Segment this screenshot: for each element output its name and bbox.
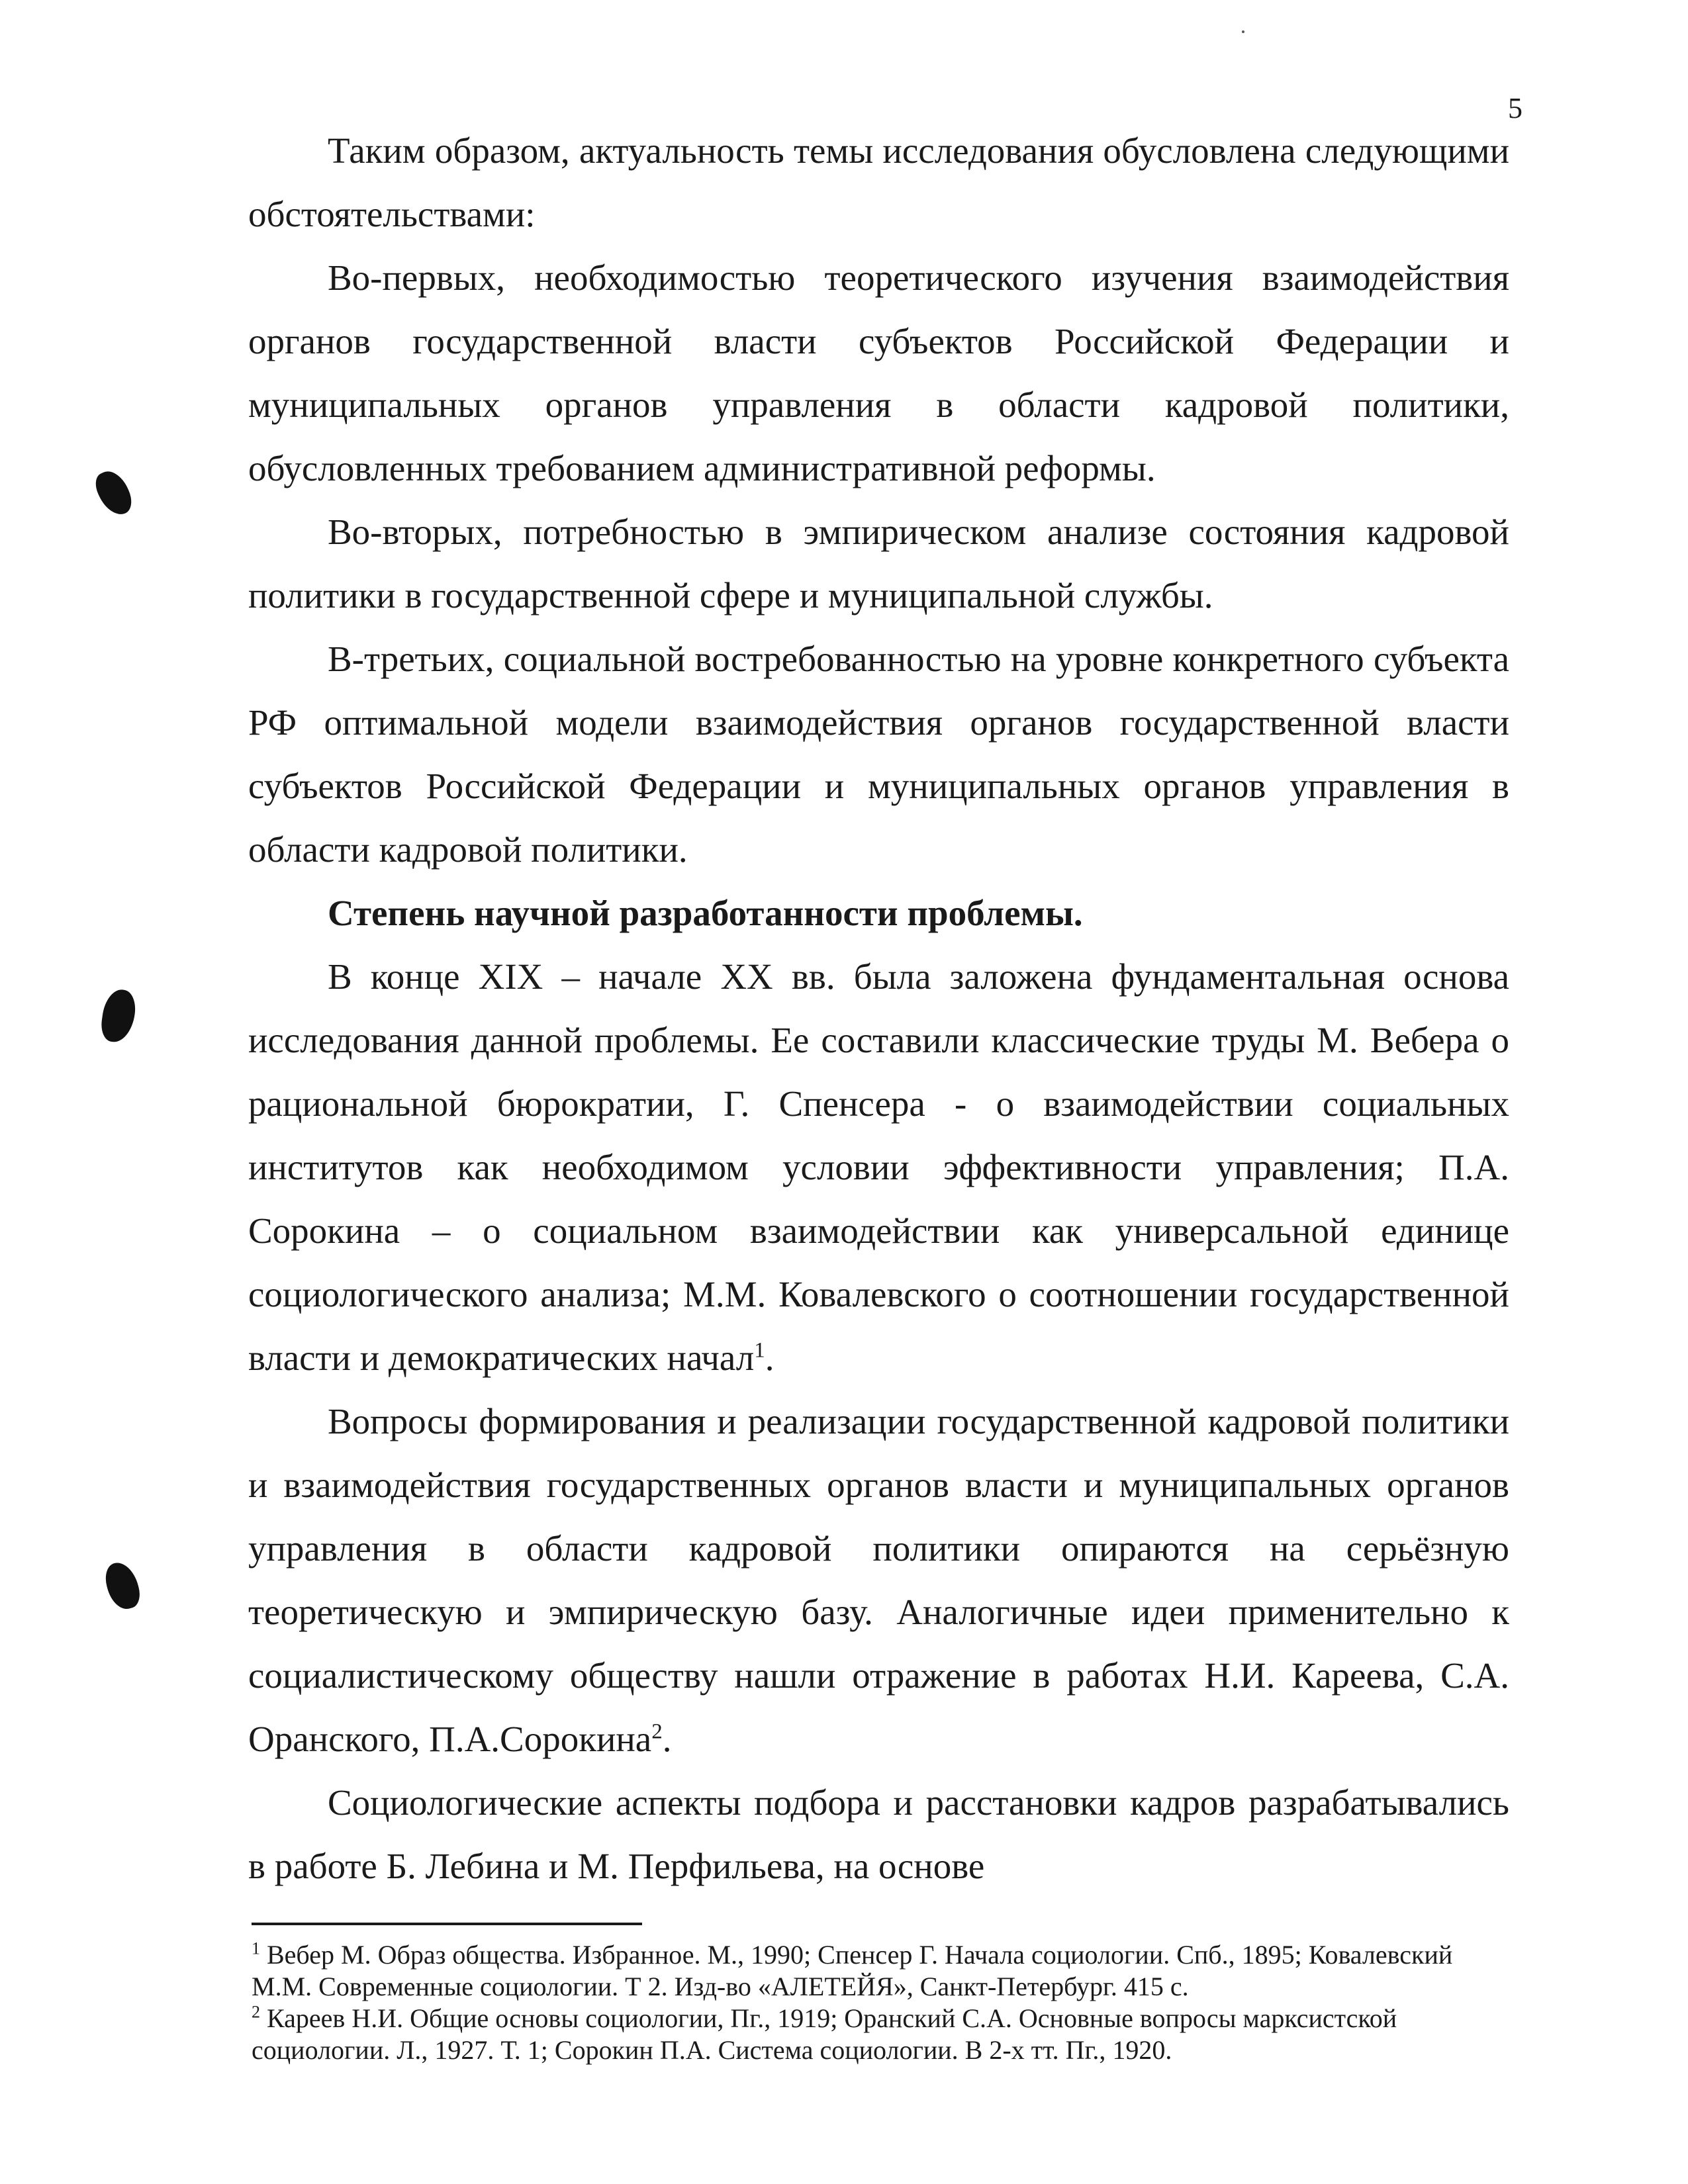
footnote-text: Вебер М. Образ общества. Избранное. М., 1990; Спенсер Г. Начала социологии. Спб., 1895; Ковалевский М.М. Современные социологии. Т 2. Изд-во «АЛЕТЕЙЯ», Санкт-Петербург. 415 с.: [252, 1940, 1453, 2001]
footnote-text: Кареев Н.И. Общие основы социологии, Пг., 1919; Оранский С.А. Основные вопросы марксистской социологии. Л., 1927. Т. 1; Сорокин П.А. Система социологии. В 2-х тт. Пг., 1920.: [252, 2003, 1397, 2065]
ink-blot-3: [101, 1559, 143, 1612]
paragraph-sociological-aspects: Социологические аспекты подбора и расстановки кадров разрабатывались в работе Б. Лебина и М. Перфильева, на основе: [248, 1782, 1509, 1886]
paragraph-end-punct: .: [765, 1338, 774, 1378]
ink-blot-1: [91, 466, 136, 520]
footnote-marker: 1: [252, 1938, 260, 1958]
document-body: [248, 119, 1509, 1898]
footnote-1: [252, 1939, 1509, 2003]
scan-speck: [1242, 30, 1244, 33]
paragraph-end-punct: .: [662, 1719, 672, 1759]
footnote-2: [252, 2003, 1509, 2066]
paragraph-third-reason: В-третьих, социальной востребованностью на уровне конкретного субъекта РФ оптимальной модели взаимодействия органов государственной власти субъектов Российской Федерации и муниципальных органов управления в области кадровой политики.: [248, 639, 1509, 870]
paragraph-policy-questions-text: Вопросы формирования и реализации государственной кадровой политики и взаимодействия государственных органов власти и муниципальных органов управления в области кадровой политики опираются на серьёзную теоретическую и эмпирическую базу. Аналогичные идеи применительно к социалистическому обществу нашли отражение в работах Н.И. Кареева, С.А. Оранского, П.А.Сорокина: [248, 1401, 1509, 1759]
footnote-marker: 2: [252, 2002, 260, 2022]
footnote-ref-1: 1: [754, 1338, 765, 1363]
footnotes: [252, 1939, 1509, 2066]
footnote-divider: [252, 1923, 642, 1925]
page-number: 5: [1508, 92, 1523, 124]
paragraph-first-reason: Во-первых, необходимостью теоретического изучения взаимодействия органов государственной власти субъектов Российской Федерации и муниципальных органов управления в области кадровой политики, обусловленных требованием административной реформы.: [248, 257, 1509, 488]
paragraph-relevance-intro: Таким образом, актуальность темы исследования обусловлена следующими обстоятельствами:: [248, 130, 1509, 234]
ink-blot-2: [99, 987, 138, 1044]
paragraph-policy-questions: [248, 1390, 1509, 1771]
section-heading: Степень научной разработанности проблемы.: [328, 893, 1083, 933]
paragraph-historical-basis-text: В конце XIX – начале XX вв. была заложена фундаментальная основа исследования данной проблемы. Ее составили классические труды М. Вебера о рациональной бюрократии, Г. Спенсера - о взаимодействии социальных институтов как необходимом условии эффективности управления; П.А. Сорокина – о социальном взаимодействии как универсальной единице социологического анализа; М.М. Ковалевского о соотношении государственной власти и демократических начал: [248, 956, 1509, 1378]
paragraph-historical-basis: [248, 945, 1509, 1390]
paragraph-second-reason: Во-вторых, потребностью в эмпирическом анализе состояния кадровой политики в государственной сфере и муниципальной службы.: [248, 512, 1509, 615]
footnote-ref-2: 2: [651, 1719, 663, 1744]
